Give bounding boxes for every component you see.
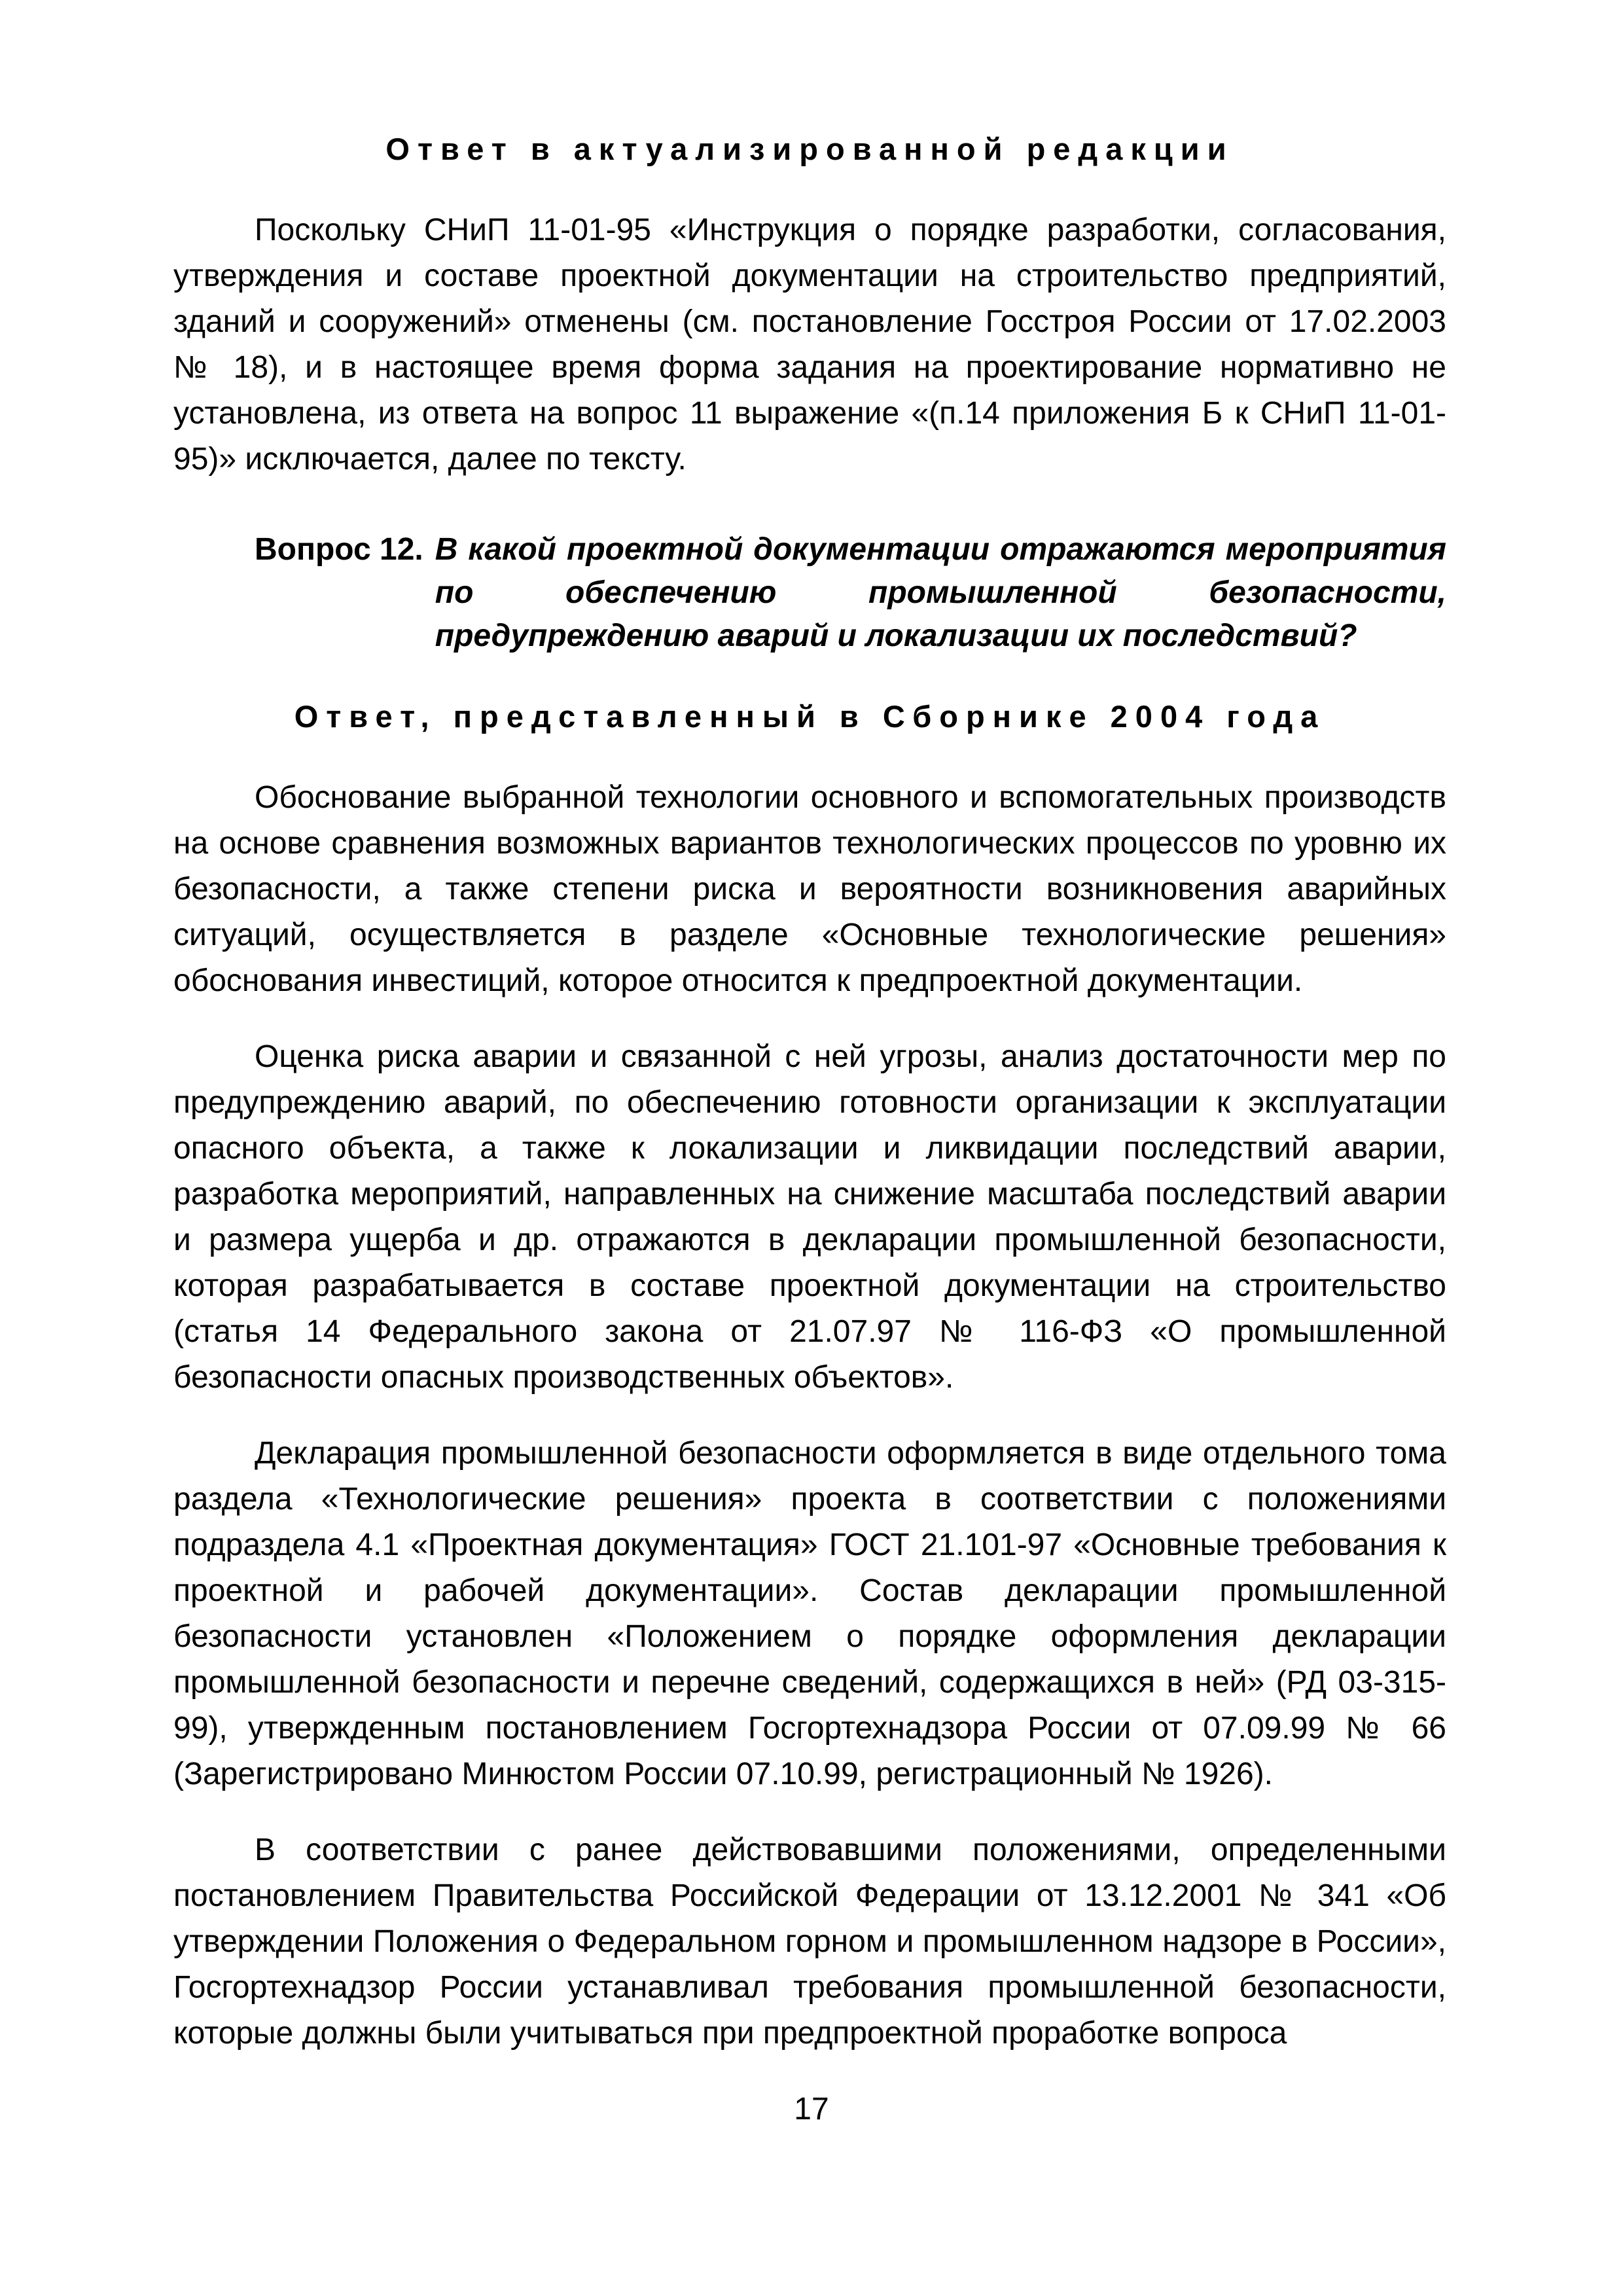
answer-paragraph: Оценка риска аварии и связанной с ней угрозы, анализ достаточности мер по предупреждению аварий, по обеспечению готовности организации к эксплуатации опасного объекта, а также к локализации и ликвидации последствий аварии, разработка мероприятий, направленных на снижение масштаба последствий аварии и размера ущерба и др. отражаются в декларации промышленной безопасности, которая разрабатывается в составе проектной документации на строительство (статья 14 Федерального закона от 21.07.97 № 116-ФЗ «О промышленной безопасности опасных производственных объектов».	[173, 1039, 1446, 1395]
page-number: 17	[794, 2092, 829, 2126]
section-heading-answer-2004: Ответ, представленный в Сборнике 2004 года	[294, 699, 1326, 734]
answer-paragraph: В соответствии с ранее действовавшими положениями, определенными постановлением Правительства Российской Федерации от 13.12.2001 № 341 «Об утверждении Положения о Федеральном горном и промышленном надзоре в России», Госгортехнадзор России устанавливал требования промышленной безопасности, которые должны были учитываться при предпроектной проработке вопроса	[173, 1833, 1446, 2051]
document-page	[173, 131, 1446, 2087]
section-heading-updated: Ответ в актуализированной редакции	[385, 132, 1234, 166]
question-text: В какой проектной документации отражаются мероприятия по обеспечению промышленной безопасности, предупреждению аварий и локализации их последствий?	[435, 532, 1446, 653]
answer-paragraph: Обоснование выбранной технологии основного и вспомогательных производств на основе сравнения возможных вариантов технологических процессов по уровню их безопасности, а также степени риска и вероятности возникновения аварийных ситуаций, осуществляется в разделе «Основные технологические решения» обоснования инвестиций, которое относится к предпроектной документации.	[173, 780, 1446, 998]
question-label: Вопрос 12.	[255, 532, 423, 567]
paragraph-updated-answer: Поскольку СНиП 11-01-95 «Инструкция о порядке разработки, согласования, утверждения и составе проектной документации на строительство предприятий, зданий и сооружений» отменены (см. постановление Госстроя России от 17.02.2003 № 18), и в настоящее время форма задания на проектирование нормативно не установлена, из ответа на вопрос 11 выражение «(п.14 приложения Б к СНиП 11-01-95)» исключается, далее по тексту.	[173, 213, 1446, 476]
question-block	[173, 528, 1446, 658]
answer-paragraph: Декларация промышленной безопасности оформляется в виде отдельного тома раздела «Технологические решения» проекта в соответствии с положениями подраздела 4.1 «Проектная документация» ГОСТ 21.101-97 «Основные требования к проектной и рабочей документации». Состав декларации промышленной безопасности установлен «Положением о порядке оформления декларации промышленной безопасности и перечне сведений, содержащихся в ней» (РД 03-315-99), утвержденным постановлением Госгортехнадзора России от 07.09.99 № 66 (Зарегистрировано Минюстом России 07.10.99, регистрационный № 1926).	[173, 1436, 1446, 1791]
